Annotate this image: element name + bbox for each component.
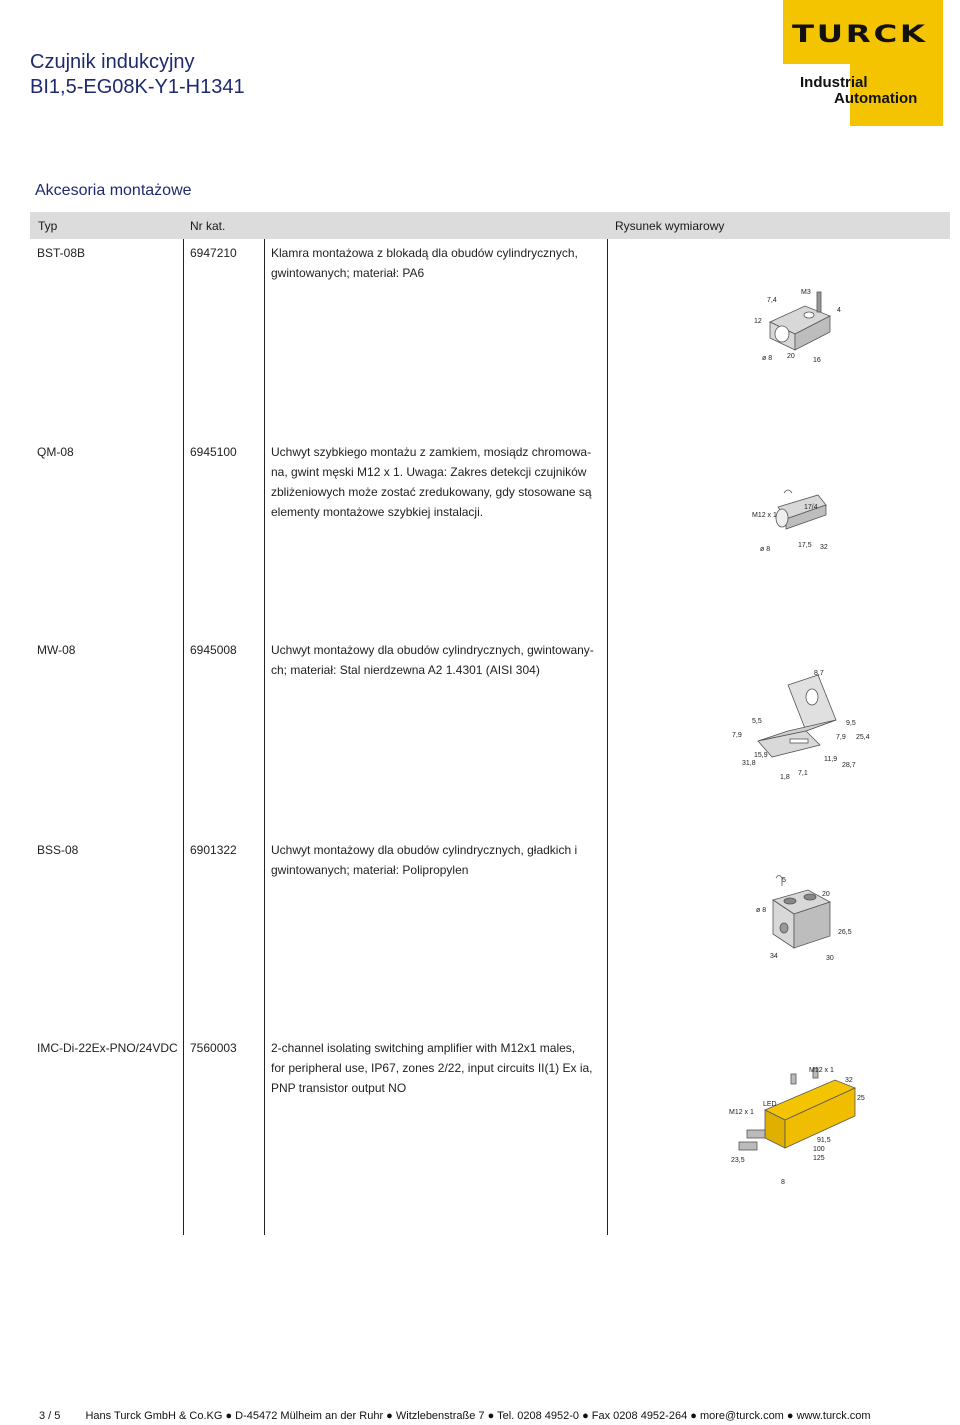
desc-line: PNP transistor output NO — [271, 1081, 407, 1095]
table-header — [30, 212, 950, 239]
desc-line: for peripheral use, IP67, zones 2/22, input circuits II(1) Ex ia, — [271, 1061, 593, 1075]
dim-label: 17/4 — [804, 504, 818, 511]
dim-label: 7,9 — [732, 732, 742, 739]
row-type: QM-08 — [37, 445, 74, 459]
dim-label: M12 x 1 — [809, 1067, 834, 1074]
dim-label: 125 — [813, 1155, 825, 1162]
column-divider — [264, 239, 265, 1235]
dim-label: 16 — [813, 357, 821, 364]
title-line-2: BI1,5-EG08K-Y1-H1341 — [30, 76, 245, 98]
row-number: 7560003 — [190, 1041, 237, 1055]
company-info: Hans Turck GmbH & Co.KG ● D-45472 Mülheim an der Ruhr ● Witzlebenstraße 7 ● Tel. 0208 4952-0 ● Fax 0208 4952-264 ● more@turck.com ● www.turck.com — [85, 1410, 871, 1422]
brand-line-1: Industrial — [800, 74, 868, 91]
desc-line: gwintowanych; materiał: Polipropylen — [271, 863, 469, 877]
desc-line: Uchwyt szybkiego montażu z zamkiem, mosiądz chromowa- — [271, 445, 592, 459]
desc-line: 2-channel isolating switching amplifier with M12x1 males, — [271, 1041, 576, 1055]
dim-label: M12 x 1 — [729, 1109, 754, 1116]
turck-logo-text: TURCK — [792, 20, 928, 48]
dim-label: 20 — [822, 891, 830, 898]
dim-label: 15,9 — [754, 752, 768, 759]
brand-line-2: Automation — [834, 90, 918, 107]
row-number: 6945008 — [190, 643, 237, 657]
desc-line: Klamra montażowa z blokadą dla obudów cylindrycznych, — [271, 246, 578, 260]
row-number: 6901322 — [190, 843, 237, 857]
dim-label: 7,9 — [836, 734, 846, 741]
column-divider — [183, 239, 184, 1235]
dim-label: 11,9 — [824, 756, 838, 763]
dim-label: 100 — [813, 1146, 825, 1153]
page-number: 3 / 5 — [39, 1410, 61, 1422]
row-type: BSS-08 — [37, 843, 79, 857]
dim-label: 34 — [770, 953, 778, 960]
dim-label: 12 — [754, 318, 762, 325]
dim-label: 8,7 — [814, 670, 824, 677]
desc-line: elementy montażowe szybkiej instalacji. — [271, 505, 484, 519]
row-type: MW-08 — [37, 643, 76, 657]
dim-label: 5 — [782, 877, 786, 884]
col-header-number: Nr kat. — [190, 219, 226, 233]
row-description — [271, 640, 594, 680]
desc-line: ch; materiał: Stal nierdzewna A2 1.4301 (AISI 304) — [271, 663, 540, 677]
desc-line: Uchwyt montażowy dla obudów cylindrycznych, gładkich i — [271, 843, 578, 857]
row-description — [271, 840, 577, 880]
dim-label: LED — [763, 1101, 777, 1108]
dim-label: 7,1 — [798, 770, 808, 777]
dim-label: 31,8 — [742, 760, 756, 767]
section-title: Akcesoria montażowe — [35, 182, 192, 199]
desc-line: Uchwyt montażowy dla obudów cylindrycznych, gwintowany- — [271, 643, 594, 657]
row-type: IMC-Di-22Ex-PNO/24VDC — [37, 1041, 178, 1055]
bss-08-dimension-drawing — [748, 870, 858, 965]
dim-label: ø 8 — [760, 546, 771, 553]
dim-label: ø 8 — [756, 907, 767, 914]
dim-label: 5,5 — [752, 718, 762, 725]
col-header-type: Typ — [38, 219, 58, 233]
dim-label: 25,4 — [856, 734, 870, 741]
row-description — [271, 243, 578, 283]
dim-label: M3 — [801, 289, 811, 296]
dim-label: 9,5 — [846, 720, 856, 727]
document-title — [30, 50, 245, 100]
page-footer — [39, 1410, 871, 1422]
dim-label: 30 — [826, 955, 834, 962]
row-type: BST-08B — [37, 246, 86, 260]
bst-08b-dimension-drawing — [745, 282, 855, 367]
mw-08-dimension-drawing — [728, 665, 878, 783]
desc-line: gwintowanych; materiał: PA6 — [271, 266, 425, 280]
dim-label: 23,5 — [731, 1157, 745, 1164]
dim-label: 20 — [787, 353, 795, 360]
dim-label: 4 — [837, 307, 841, 314]
desc-line: zbliżeniowych może zostać zredukowany, gdy stosowane są — [271, 485, 592, 499]
desc-line: na, gwint męski M12 x 1. Uwaga: Zakres detekcji czujników — [271, 465, 587, 479]
dim-label: 32 — [820, 544, 828, 551]
title-line-1: Czujnik indukcyjny — [30, 51, 195, 73]
row-number: 6947210 — [190, 246, 237, 260]
dim-label: 28,7 — [842, 762, 856, 769]
dim-label: 32 — [845, 1077, 853, 1084]
dim-label: 8 — [781, 1179, 785, 1186]
dim-label: 25 — [857, 1095, 865, 1102]
brand-subtitle — [800, 75, 917, 107]
column-divider — [607, 239, 608, 1235]
dim-label: 1,8 — [780, 774, 790, 781]
dim-label: M12 x 1 — [752, 512, 777, 519]
row-number: 6945100 — [190, 445, 237, 459]
dim-label: 91,5 — [817, 1137, 831, 1144]
row-description — [271, 1038, 593, 1098]
dim-label: 17,5 — [798, 542, 812, 549]
col-header-drawing: Rysunek wymiarowy — [615, 219, 725, 233]
dim-label: ø 8 — [762, 355, 773, 362]
row-description — [271, 442, 592, 522]
dim-label: 7,4 — [767, 297, 777, 304]
imc-dimension-drawing — [725, 1060, 875, 1188]
qm-08-dimension-drawing — [748, 485, 843, 560]
dim-label: 26,5 — [838, 929, 852, 936]
